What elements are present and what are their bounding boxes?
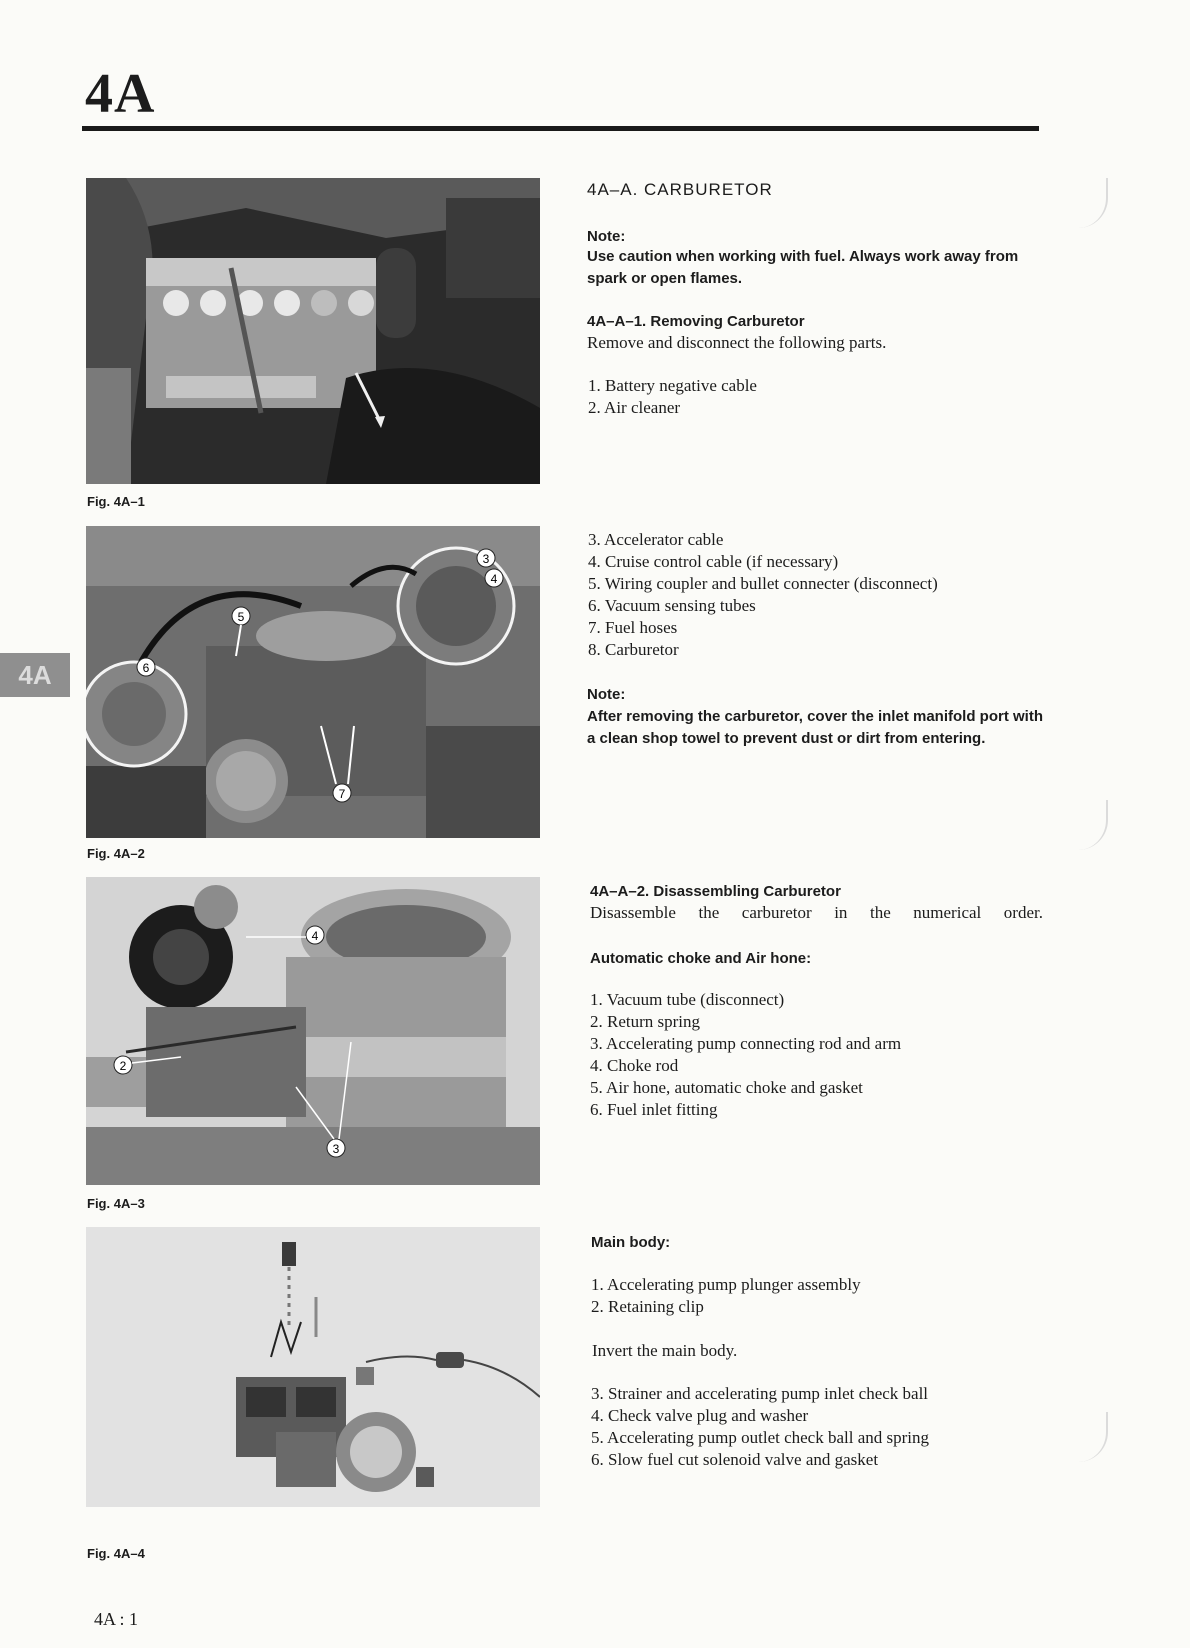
list-item: 4. Cruise control cable (if necessary)	[588, 552, 839, 571]
list-item: 5. Air hone, automatic choke and gasket	[590, 1078, 863, 1097]
figure-caption: Fig. 4A–1	[87, 494, 145, 509]
section-side-tab: 4A	[0, 653, 70, 697]
list-item: 6. Vacuum sensing tubes	[588, 596, 756, 615]
list-item: 6. Fuel inlet fitting	[590, 1100, 718, 1119]
removing-heading: 4A–A–1. Removing Carburetor	[587, 313, 805, 330]
list-item: 1. Vacuum tube (disconnect)	[590, 990, 785, 1009]
figure-battery-photo	[86, 178, 540, 484]
list-item: 1. Battery negative cable	[588, 376, 757, 395]
list-item: 5. Wiring coupler and bullet connecter (disconnect)	[588, 574, 938, 593]
list-item: 3. Strainer and accelerating pump inlet check ball	[591, 1384, 929, 1403]
binder-hole	[1066, 1412, 1108, 1462]
callout-5: 5	[237, 610, 245, 624]
callout-3: 3	[332, 1142, 340, 1156]
section-mark: 4A	[85, 63, 156, 125]
page-number: 4A : 1	[94, 1609, 139, 1629]
figure-caption: Fig. 4A–3	[87, 1196, 145, 1211]
list-item: 2. Retaining clip	[591, 1297, 704, 1316]
binder-hole	[1066, 800, 1108, 850]
callout-4: 4	[490, 572, 498, 586]
disassembling-heading: 4A–A–2. Disassembling Carburetor	[590, 883, 841, 900]
section-title: 4A–A. CARBURETOR	[587, 180, 773, 199]
choke-heading: Automatic choke and Air hone:	[590, 950, 812, 967]
callout-7: 7	[338, 787, 346, 801]
figure-exploded-parts-photo	[86, 1227, 540, 1507]
removing-intro: Remove and disconnect the following parts.	[587, 333, 887, 352]
list-item: 3. Accelerator cable	[588, 530, 724, 549]
list-item: 4. Choke rod	[590, 1056, 679, 1075]
invert-instruction: Invert the main body.	[592, 1341, 738, 1360]
callout-4: 4	[311, 929, 319, 943]
list-item: 2. Return spring	[590, 1012, 701, 1031]
list-item: 7. Fuel hoses	[588, 618, 678, 637]
main-body-heading: Main body:	[591, 1234, 671, 1251]
figure-caption: Fig. 4A–2	[87, 846, 145, 861]
list-item: 3. Accelerating pump connecting rod and arm	[590, 1034, 902, 1053]
note-text: Use caution when working with fuel. Always work away from spark or open flames.	[587, 248, 1019, 287]
list-item: 4. Check valve plug and washer	[591, 1406, 809, 1425]
main-body-list-a	[591, 1274, 861, 1318]
choke-list	[590, 989, 901, 1121]
callout-3: 3	[482, 552, 490, 566]
callout-6: 6	[142, 661, 150, 675]
list-item: 6. Slow fuel cut solenoid valve and gasket	[591, 1450, 879, 1469]
figure-caption: Fig. 4A–4	[87, 1546, 145, 1561]
figure-engine-bay-photo	[86, 526, 540, 838]
binder-hole	[1066, 178, 1108, 228]
header-rule	[82, 126, 1039, 131]
list-item: 8. Carburetor	[588, 640, 679, 659]
note-label: Note:	[587, 686, 626, 703]
list-item: 1. Accelerating pump plunger assembly	[591, 1275, 861, 1294]
note-label: Note:	[587, 228, 626, 245]
main-body-list-b	[591, 1383, 929, 1471]
disassembling-intro: Disassemble the carburetor in the numerical order.	[590, 903, 1043, 922]
note-text: After removing the carburetor, cover the inlet manifold port with a clean shop towel to prevent dust or dirt from entering.	[587, 708, 1043, 747]
list-item: 5. Accelerating pump outlet check ball and spring	[591, 1428, 930, 1447]
callout-2: 2	[119, 1059, 127, 1073]
figure-carburetor-linkage-photo	[86, 877, 540, 1185]
removing-list-a	[588, 375, 757, 419]
removing-list-b	[588, 529, 938, 661]
list-item: 2. Air cleaner	[588, 398, 681, 417]
